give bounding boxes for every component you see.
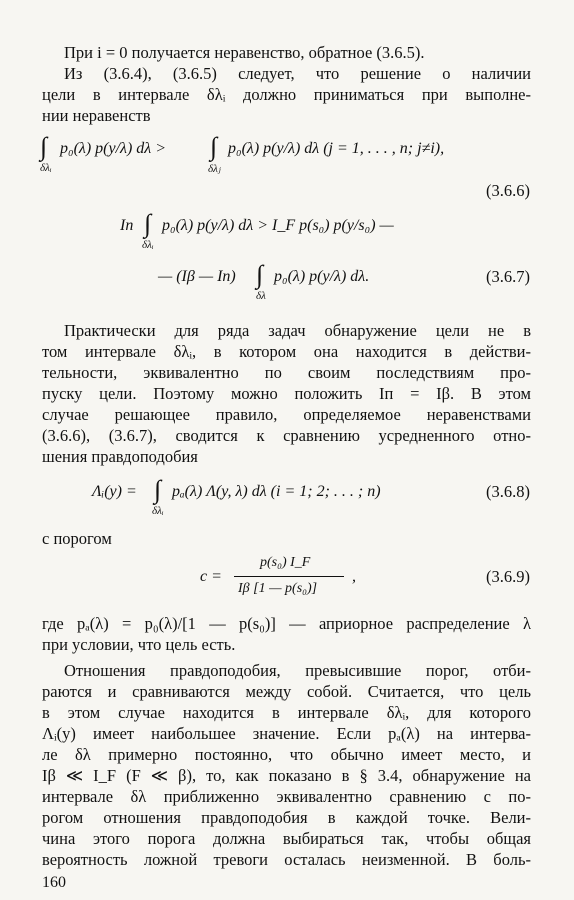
text-line: (3.6.6), (3.6.7), сводится к сравнению усредненного отно-: [42, 426, 531, 445]
text-line: вероятность ложной тревоги осталась неизменной. В боль-: [42, 850, 531, 869]
text-line: Λᵢ(y) имеет наибольшее значение. Если pₐ(λ) на интерва-: [42, 724, 531, 743]
integral-sign: ∫: [210, 132, 218, 161]
page-number: 160: [42, 874, 66, 891]
equation-line-1: p₀(λ) p(y/λ) dλ > I_F p(s₀) p(y/s₀) —: [162, 217, 394, 234]
integral-sign: ∫: [144, 209, 152, 238]
text-line: цели в интервале δλᵢ должно приниматься при выполне-: [42, 85, 531, 104]
text-line: раются и сравниваются между собой. Считается, что цель: [42, 682, 531, 701]
text-line: пуску цели. Поэтому можно положить Iп = Iβ. В этом: [42, 384, 531, 403]
fraction-denominator: Iβ [1 — p(s₀)]: [238, 581, 318, 596]
fraction-numerator: p(s₀) I_F: [260, 555, 311, 570]
text-line: тельности, эквивалентно по своим последствиям про-: [42, 363, 531, 382]
text-line: При i = 0 получается неравенство, обратное (3.6.5).: [64, 43, 425, 62]
equation-lhs: c =: [200, 568, 222, 585]
text-line: Iβ ≪ I_F (F ≪ β), то, как показано в § 3.4, обнаружение на: [42, 766, 531, 785]
equation-lhs: p₀(λ) p(y/λ) dλ >: [60, 140, 167, 157]
text-line: Отношения правдоподобия, превысившие порог, отби-: [64, 661, 531, 680]
equation-rhs: p₀(λ) p(y/λ) dλ (j = 1, . . . , n; j≠i),: [228, 140, 445, 157]
text-line: интервале δλ приближенно эквивалентно сравнению с по-: [42, 787, 531, 806]
text-line: нии неравенств: [42, 106, 151, 125]
integral-limit: δλⱼ: [208, 163, 221, 175]
equation-number: (3.6.9): [486, 567, 530, 586]
text-line: с порогом: [42, 529, 112, 548]
integral-limit: δλᵢ: [142, 239, 154, 251]
text-line: чина этого порога должна выбираться так, чтобы общая: [42, 829, 531, 848]
text-line: шения правдоподобия: [42, 447, 198, 466]
integral-limit: δλᵢ: [152, 505, 164, 517]
equation-tail: ,: [352, 568, 356, 585]
text-line: в этом случае находится в интервале δλᵢ, для которого: [42, 703, 531, 722]
text-line: Практически для ряда задач обнаружение цели не в: [64, 321, 531, 340]
text-line: рогом отношения правдоподобия в каждой точке. Вели-: [42, 808, 531, 827]
text-line: случае решающее правило, определяемое неравенствами: [42, 405, 531, 424]
integral-limit: δλ: [256, 290, 266, 302]
integral-sign: ∫: [256, 260, 264, 289]
text-line: том интервале δλᵢ, в котором она находится в действи-: [42, 342, 531, 361]
equation-number: (3.6.8): [486, 482, 530, 501]
equation-number: (3.6.7): [486, 267, 530, 286]
equation-prefix: Iп: [120, 217, 134, 234]
text-line: ле δλ примерно постоянно, что обычно имеет место, и: [42, 745, 531, 764]
integral-sign: ∫: [40, 132, 48, 161]
text-line: при условии, что цель есть.: [42, 635, 236, 654]
equation-line-2: p₀(λ) p(y/λ) dλ.: [274, 268, 370, 285]
integral-limit: δλᵢ: [40, 162, 52, 174]
text-line: Из (3.6.4), (3.6.5) следует, что решение о наличии: [64, 64, 531, 83]
equation-prefix: — (Iβ — Iп): [158, 268, 236, 285]
integral-sign: ∫: [154, 475, 162, 504]
equation-body: pₐ(λ) Λ(y, λ) dλ (i = 1; 2; . . . ; n): [172, 483, 381, 500]
equation-lhs: Λᵢ(y) =: [92, 483, 137, 500]
text-line: где pₐ(λ) = p₀(λ)/[1 — p(s₀)] — априорное распределение λ: [42, 614, 531, 633]
equation-number: (3.6.6): [486, 181, 530, 200]
